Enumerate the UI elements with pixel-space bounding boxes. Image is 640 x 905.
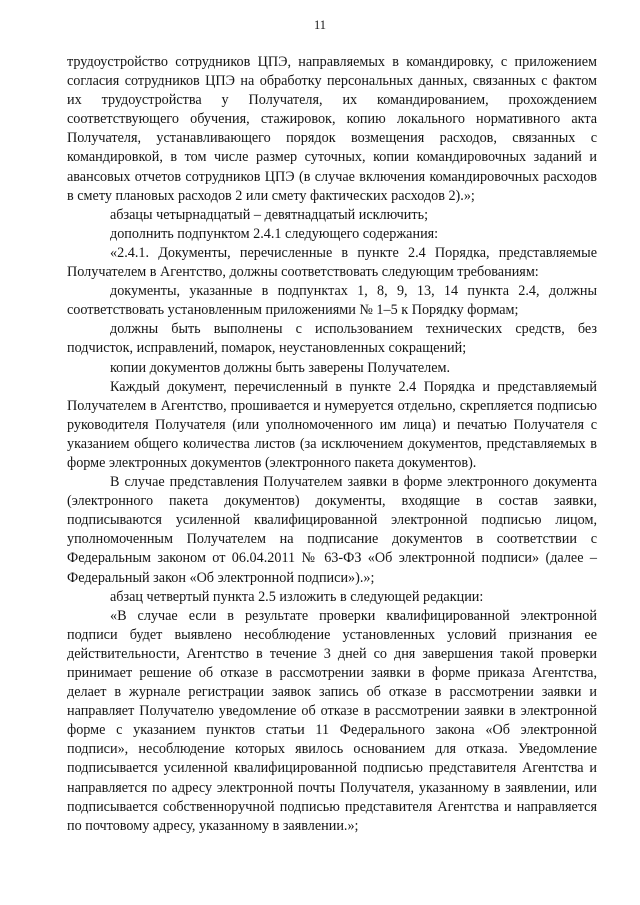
paragraph-tehnicheskie-sredstva: должны быть выполнены с использованием технических средств, без подчисток, исправлений, помарок, неустановленных сокращений;	[67, 321, 597, 357]
paragraph-abzacy-iskluchit: абзацы четырнадцатый – девятнадцатый исключить;	[110, 206, 429, 223]
paragraph-kopii-zavereny: копии документов должны быть заверены Получателем.	[110, 359, 451, 376]
page-number: 11	[313, 18, 327, 32]
paragraph-dokumenty-podpunkty: документы, указанные в подпунктах 1, 8, 9, 13, 14 пункта 2.4, должны соответствовать установленным приложениями № 1–5 к Порядку формам;	[67, 283, 597, 319]
paragraph-kazhdyi-dokument: Каждый документ, перечисленный в пункте 2.4 Порядка и представляемый Получателем в Агентство, прошивается и нумеруется отдельно, скрепляется подписью руководителя Получателя (или уполномоченного им лица) и печатью Получателя с указанием общего количества листов (за исключением документов, представляемых в форме электронных документов (электронного пакета документов).	[67, 378, 597, 471]
paragraph-elektronnyi-dokument: В случае представления Получателем заявки в форме электронного документа (электронного пакета документов) документы, входящие в состав заявки, подписываются усиленной квалифицированной электронной подписью лицом, уполномоченным Получателем на подписание документов в соответствии с Федеральным законом от 06.04.2011 № 63-ФЗ «Об электронной подписи» (далее – Федеральный закон «Об электронной подписи»).»;	[67, 474, 597, 586]
paragraph-2-4-1: «2.4.1. Документы, перечисленные в пункте 2.4 Порядка, представляемые Получателем в Агентство, должны соответствовать следующим требованиям:	[67, 244, 597, 281]
paragraph-abzac-chetvertyi: абзац четвертый пункта 2.5 изложить в следующей редакции:	[110, 588, 484, 605]
paragraph-continuation: трудоустройство сотрудников ЦПЭ, направляемых в командировку, с приложением согласия сотрудников ЦПЭ на обработку персональных данных, связанных с фактом их трудоустройства у Получателя, их командированием, прохождением соответствующего обучения, стажировок, копию локального нормативного акта Получателя, устанавливающего порядок возмещения расходов, связанных с командировкой, в том числе размер суточных, копии командировочных заданий и авансовых отчетов сотрудников ЦПЭ (в случае включения командировочных расходов в смету плановых расходов 2 или смету фактических расходов 2).»;	[67, 54, 597, 204]
paragraph-proverka-podpisi: «В случае если в результате проверки квалифицированной электронной подписи будет выявлено несоблюдение установленных условий признания ее действительности, Агентство в течение 3 дней со дня завершения такой проверки принимает решение об отказе в рассмотрении заявки в форме приказа Агентства, делает в журнале регистрации заявок запись об отказе в рассмотрении заявки и направляет Получателю уведомление об отказе в рассмотрении заявки в электронной форме с указанием пунктов статьи 11 Федерального закона «Об электронной подписи», несоблюдение которых явилось основанием для отказа. Уведомление подписывается усиленной квалифицированной подписью представителя Агентства и направляется по адресу электронной почты Получателя, указанному в заявлении, или подписывается собственноручной подписью представителя Агентства и направляется по почтовому адресу, указанному в заявлении.»;	[67, 607, 597, 834]
paragraph-dopolnit-2-4-1: дополнить подпунктом 2.4.1 следующего содержания:	[110, 225, 439, 242]
document-body	[67, 53, 597, 836]
